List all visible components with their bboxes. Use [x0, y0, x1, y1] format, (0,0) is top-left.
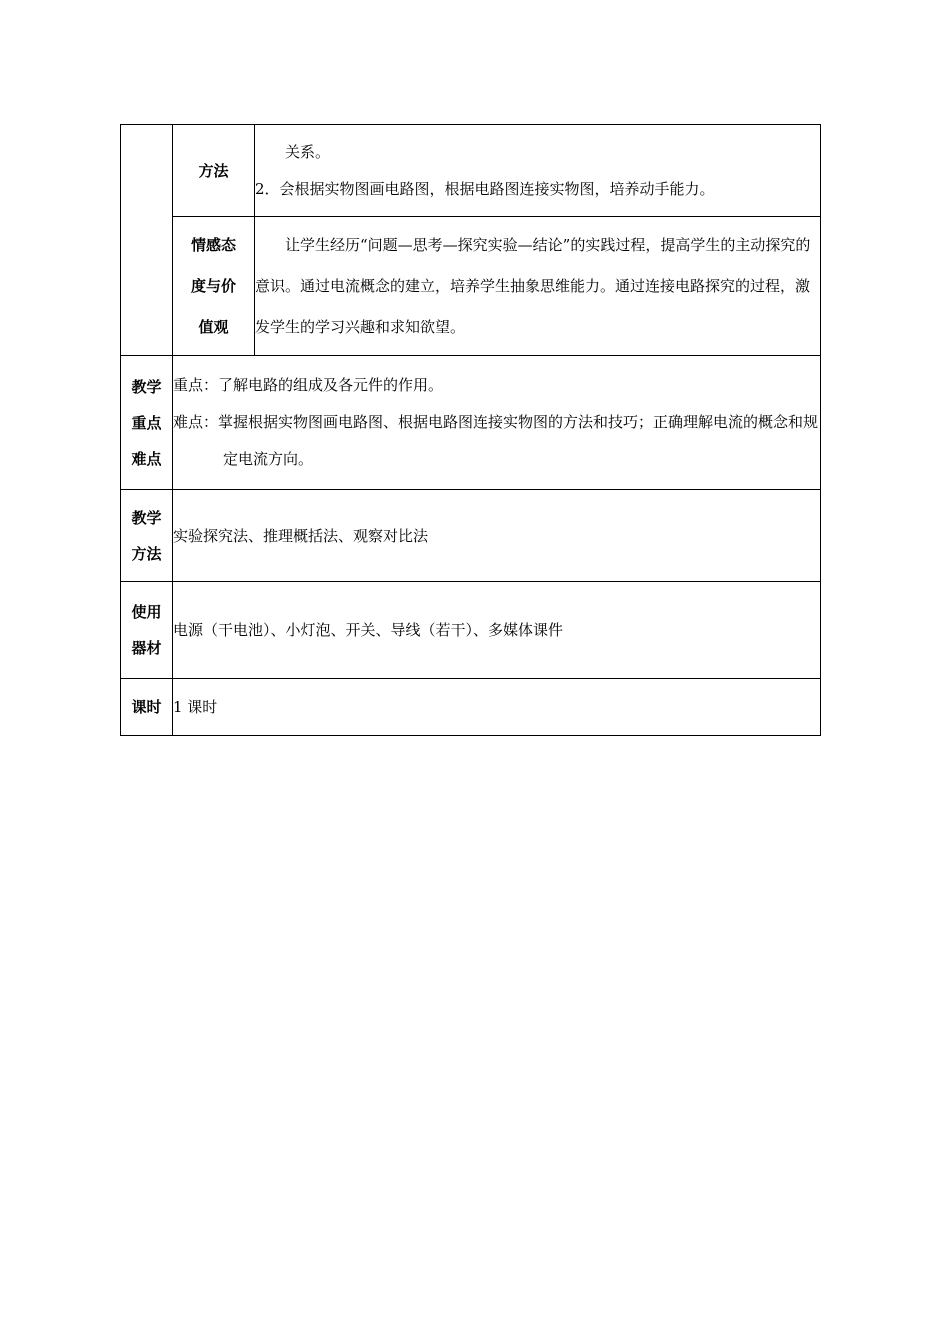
method-line-1: 关系。	[285, 142, 331, 161]
focus-text: 重点：了解电路的组成及各元件的作用。	[173, 376, 444, 394]
emotion-label: 情感态 度与价 值观	[173, 217, 255, 356]
duration-label: 课时	[121, 679, 173, 736]
duration-text: 1 课时	[173, 698, 218, 716]
equipment-label: 使用 器材	[121, 582, 173, 679]
key-points-label: 教学 重点 难点	[121, 356, 173, 490]
emotion-text: 让学生经历“问题—思考—探究实验—结论”的实践过程，提高学生的主动探究的意识。通过电流概念的建立，培养学生抽象思维能力。通过连接电路探究的过程，激发学生的学习兴趣和求知欲望。	[255, 235, 811, 336]
lesson-plan-table	[120, 124, 821, 736]
emotion-row	[121, 217, 821, 356]
equipment-row	[121, 582, 821, 679]
teaching-method-row	[121, 490, 821, 582]
method-label: 方法	[173, 125, 255, 217]
equipment-content	[173, 582, 821, 679]
emotion-content	[255, 217, 821, 356]
method-content	[255, 125, 821, 217]
teaching-method-label: 教学 方法	[121, 490, 173, 582]
teaching-method-content	[173, 490, 821, 582]
key-points-row	[121, 356, 821, 490]
difficulty-text: 难点：掌握根据实物图画电路图、根据电路图连接实物图的方法和技巧；正确理解电流的概念和规定电流方向。	[173, 413, 819, 468]
duration-content	[173, 679, 821, 736]
teaching-method-text: 实验探究法、推理概括法、观察对比法	[173, 526, 429, 545]
key-points-content	[173, 356, 821, 490]
equipment-text: 电源（干电池）、小灯泡、开关、导线（若干）、多媒体课件	[173, 621, 564, 639]
method-line-2: 2．会根据实物图画电路图，根据电路图连接实物图，培养动手能力。	[255, 179, 715, 198]
method-row	[121, 125, 821, 217]
objectives-label-cell	[121, 125, 173, 356]
duration-row	[121, 679, 821, 736]
